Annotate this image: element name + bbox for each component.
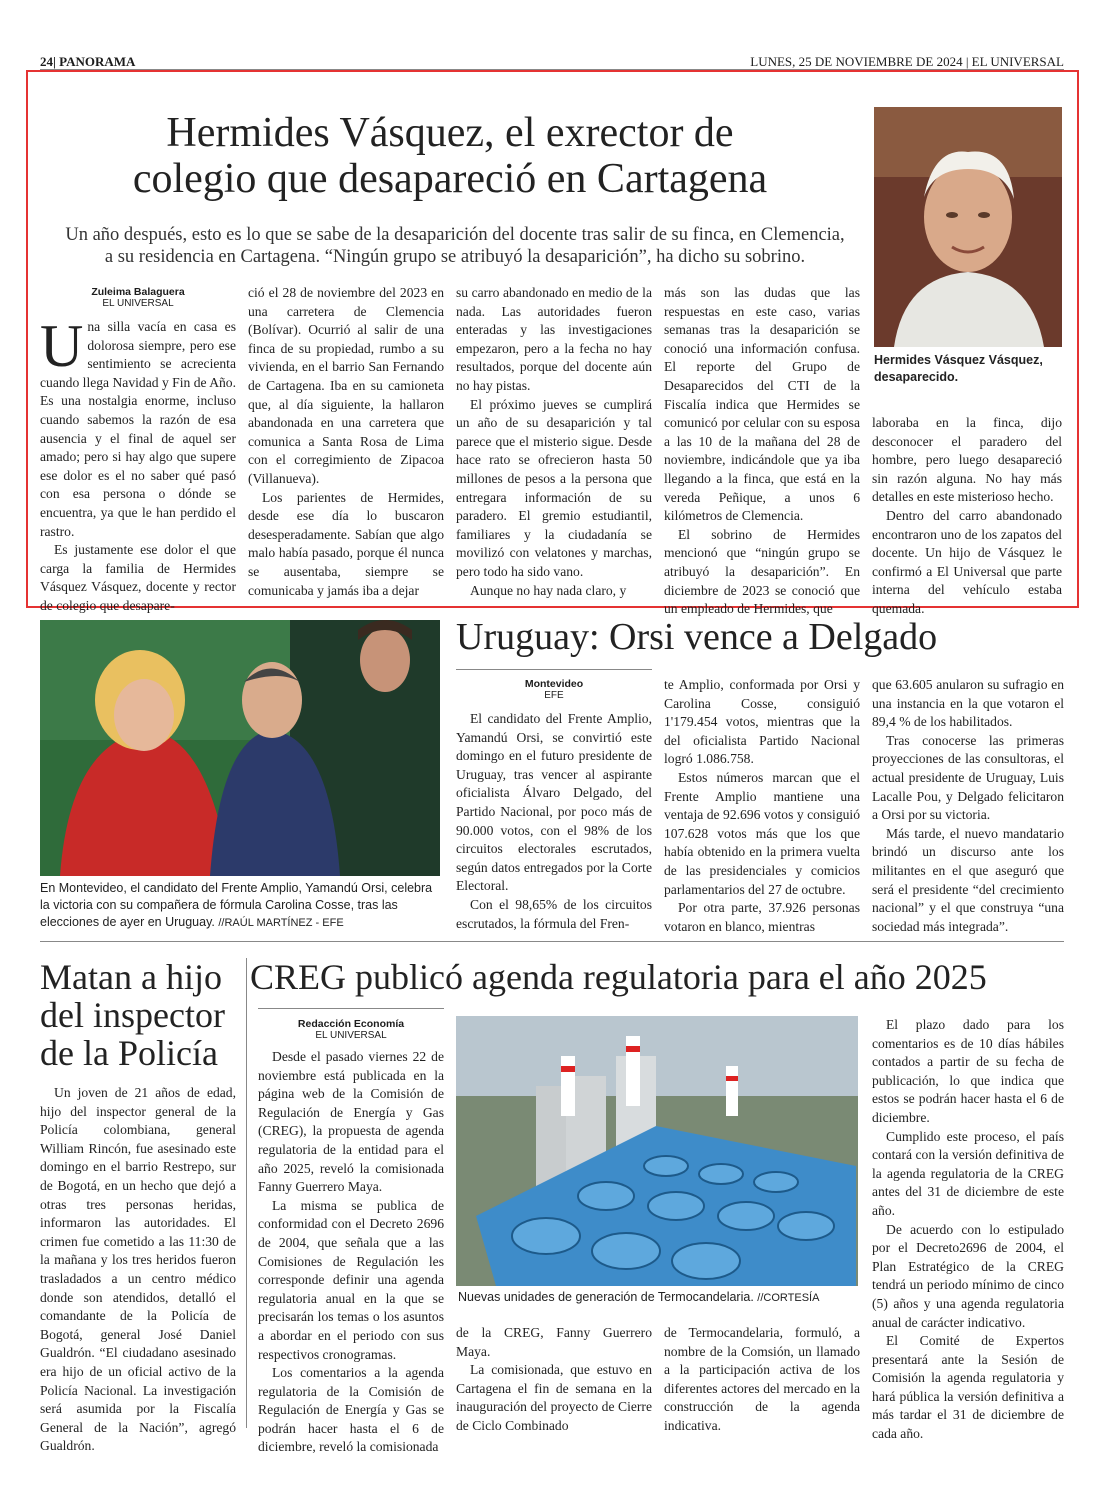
hermides-photo [874, 107, 1062, 347]
article2-title: Uruguay: Orsi vence a Delgado [456, 616, 938, 658]
column-rule [246, 958, 247, 1428]
paragraph: El candidato del Frente Amplio, Yamandú Orsi, se convirtió este domingo en el futuro presidente de Uruguay, tras vencer al aspirante oficialista Álvaro Delgado, del Partido Nacional, por poco más de 90.000 votos, con el 98% de los circuitos electorales escrutados, según datos entregados por la Corte Electoral. [456, 711, 652, 894]
paragraph: de la CREG, Fanny Guerrero Maya. [456, 1325, 652, 1359]
paragraph: que 63.605 anularon su sufragio en una instancia en la que votaron el 89,4 % de los habilitados. [872, 677, 1064, 730]
article4-col2 [456, 1324, 652, 1436]
paragraph: más son las dudas que las respuestas en este caso, varias semanas tras la desaparición se conoció una información confusa. El reporte del Grupo de Desaparecidos del CTI de la Fiscalía indica que Hermides se comunicó por celular con su esposa a las 10 de la mañana del 28 de noviembre, indicándole que ya iba llegando a la finca, que está en la vereda Peñique, a unos 6 kilómetros de Clemencia. [664, 285, 860, 524]
title-line: del inspector [40, 995, 225, 1035]
outlet: EL UNIVERSAL [102, 298, 174, 309]
author: Montevideo [524, 678, 584, 690]
article4-col3 [664, 1324, 860, 1436]
title-line: Matan a hijo [40, 957, 222, 997]
paragraph: Dentro del carro abandonado encontraron uno de los zapatos del docente. Un hijo de Vásquez le confirmó a El Universal que parte interna del vehículo estaba quemada. [872, 507, 1062, 616]
paragraph: de Termocandelaria, formuló, a nombre de la Comsión, un llamado a la participación activa de los diferentes actores del mercado en la construcción de la agenda indicativa. [664, 1325, 860, 1433]
article2-byline [456, 678, 652, 702]
paragraph: El plazo dado para los comentarios es de 10 días hábiles contados a partir de su fecha de publicación, lo que indica que estos se podrán hacer hasta el 6 de diciembre. [872, 1017, 1064, 1125]
paragraph: laboraba en la finca, dijo desconocer el paradero del hombre, pero luego desapareció sin razón alguna. No hay más detalles en este misterioso hecho. [872, 415, 1062, 505]
paragraph: Los parientes de Hermides, desde ese día lo buscaron desesperadamente. Sabían que algo malo había pasado, porque él nunca se ausentaba, siempre se comunicaba y jamás iba a dejar [248, 489, 444, 598]
outlet: EFE [544, 690, 564, 701]
article1-deck [40, 224, 870, 268]
uruguay-photo [40, 620, 440, 876]
paragraph: La comisionada, que estuvo en Cartagena el fin de semana en la inauguración del proyecto de Cierre de Ciclo Combinado [456, 1362, 652, 1433]
article1-col1 [40, 313, 236, 616]
uruguay-caption [40, 880, 440, 932]
paragraph: Tras conocerse las primeras proyecciones de las consultoras, el actual presidente de Uruguay, Luis Lacalle Pou, y Delgado felicitaron a Orsi por su victoria. [872, 732, 1064, 823]
paragraph: El próximo jueves se cumplirá un año de su desaparición y tal parece que el misterio sigue. Desde hace rato se ofrecieron hasta 50 millones de pesos a la persona que entregara información de su paradero. El gremio estudiantil, familiares y la ciudadanía se movilizó con velatones y marchas, pero todo ha sido vano. [456, 396, 652, 579]
paragraph: Aunque no hay nada claro, y [470, 582, 627, 598]
article4-title: CREG publicó agenda regulatoria para el año 2025 [250, 957, 987, 997]
deck-line: Un año después, esto es lo que se sabe de la desaparición del docente tras salir de su finca, en Clemencia, [65, 225, 845, 245]
paragraph: te Amplio, conformada por Orsi y Carolina Cosse, consiguió 1'179.454 votos, mientras que la del oficialista Partido Nacional logró 1.086.758. [664, 677, 860, 767]
caption-text: Nuevas unidades de generación de Termocandelaria. [458, 1290, 754, 1304]
byline-rule [258, 1008, 444, 1009]
paragraph: Un joven de 21 años de edad, hijo del inspector general de la Policía colombiana, general William Rincón, fue asesinado este domingo en el barrio Restrepo, sur de Bogotá, en un hecho que dejó a otras tres personas heridas, informaron las autoridades. El crimen fue cometido a las 11:30 de la mañana y los tres heridos fueron trasladados a un centro médico donde son atendidos, detalló el comandante de la Policía de Bogotá, general José Daniel Gualdrón. “El ciudadano asesinado era hijo de un oficial activo de la Policía Nacional. La investigación será asumida por la Fiscalía General de la Nación”, agregó Gualdrón. [40, 1085, 236, 1454]
article1-col2 [248, 284, 444, 600]
author: Zuleima Balaguera [91, 286, 185, 298]
title-line: colegio que desapareció en Cartagena [132, 156, 768, 203]
paragraph: Desde el pasado viernes 22 de noviembre está publicada en la página web de la Comisión de Regulación de Energía y Gas (CREG), la propuesta de agenda regulatoria de la entidad para el año 2025, reveló la comisionada Fanny Guerrero Maya. [258, 1049, 444, 1195]
paragraph: Por otra parte, 37.926 personas votaron en blanco, mientras [664, 900, 860, 934]
article1-col3 [456, 284, 652, 600]
paragraph: Cumplido este proceso, el país contará con la versión definitiva de la agenda regulatoria de la CREG antes del 31 de diciembre de este año. [872, 1128, 1064, 1218]
article4-byline [258, 1018, 444, 1042]
paragraph: ció el 28 de noviembre del 2023 en una carretera de Clemencia (Bolívar). Ocurrió al salir de una finca de su propiedad, rumbo a su vivienda, en el barrio San Fernando de Cartagena. Iba en su camioneta que, al día siguiente, la hallaron abandonada en una carretera que comunica a Santa Rosa de Lima con el corregimiento de Zipacoa (Villanueva). [248, 285, 444, 486]
paragraph: Es justamente ese dolor el que carga la familia de Hermides Vásquez Vásquez, docente y rector de colegio que desapare- [40, 542, 236, 613]
paragraph: La misma se publica de conformidad con el Decreto 2696 de 2004, que señala que a las Comisiones de Regulación les corresponde definir una agenda regulatoria anual en la que se precisarán los temas o los asuntos a abordar en el periodo con sus respectivos cronogramas. [258, 1197, 444, 1362]
dropcap: U [40, 313, 84, 379]
date-paper: LUNES, 25 DE NOVIEMBRE DE 2024 | EL UNIVERSAL [750, 54, 1064, 69]
paragraph: na silla vacía en casa es dolorosa siempre, pero ese sentimiento se acrecienta cuando llega Navidad y Fin de Año. Es una nostalgia enorme, incluso cuando sabemos la razón de esa ausencia y el final de aquel ser amado; pero si hay algo que supere ese dolor es el no saber qué pasó con esa persona o dónde se encuentra, ya que le han perdido el rastro. [40, 319, 236, 539]
title-line: de la Policía [40, 1033, 218, 1073]
title-line: Hermides Vásquez, el exrector de [166, 110, 734, 156]
paragraph: su carro abandonado en medio de la nada. Las autoridades fueron enteradas y las investigaciones empezaron, pero a la fecha no hay resultados, porque del docente aún no hay pistas. [456, 285, 652, 393]
termocandelaria-caption [458, 1289, 858, 1307]
article2-col1 [456, 710, 652, 933]
article1-title [40, 110, 860, 202]
paragraph: El sobrino de Hermides mencionó que “ningún grupo se atribuyó la desaparición”. En diciembre de 2023 se conoció que un empleado de Hermides, que [664, 526, 860, 617]
paragraph: Los comentarios a la agenda regulatoria de la Comisión de Regulación de Energía y Gas se podrán hacer hasta el 6 de diciembre, reveló la comisionada [258, 1365, 444, 1455]
deck-line: a su residencia en Cartagena. “Ningún grupo se atribuyó la desaparición”, ha dicho su sobrino. [104, 247, 806, 267]
paragraph: Más tarde, el nuevo mandatario brindó un discurso ante los militantes en el que aseguró que será el presidente “del crecimiento nacional” y el que construya “una sociedad más integrada”. [872, 825, 1064, 934]
paragraph: El Comité de Expertos presentará ante la Sesión de Comisión la agenda regulatoria y hará pública la versión definitiva a más tardar el 31 de diciembre de cada año. [872, 1333, 1064, 1442]
caption-text: En Montevideo, el candidato del Frente Amplio, Yamandú Orsi, celebra la victoria con su compañera de fórmula Carolina Cosse, tras las elecciones de ayer en Uruguay. [40, 881, 433, 929]
section-rule [40, 941, 1064, 942]
article4-col1 [258, 1048, 444, 1457]
article2-col2 [664, 676, 860, 936]
section-label: 24| PANORAMA [40, 54, 136, 69]
author: Redacción Economía [297, 1018, 405, 1030]
paragraph: Estos números marcan que el Frente Amplio mantiene una ventaja de 92.696 votos y consiguió 107.628 votos más que los que había obtenido en la primera vuelta de las presidenciales y comicios parlamentarios del 27 de octubre. [664, 769, 860, 897]
termocandelaria-photo [456, 1016, 858, 1286]
hermides-caption: Hermides Vásquez Vásquez, desaparecido. [874, 353, 1043, 384]
paragraph: De acuerdo con lo estipulado por el Decreto2696 de 2004, el Plan Estratégico de la CREG tendrá un periodo mínimo de cinco (5) años y una agenda regulatoria anual de carácter indicativo. [872, 1221, 1064, 1330]
byline-rule [456, 669, 652, 670]
article3-body [40, 1084, 236, 1456]
photo-credit: //CORTESÍA [757, 1292, 820, 1304]
article1-col5 [872, 414, 1062, 619]
article3-title [40, 958, 240, 1072]
outlet: EL UNIVERSAL [315, 1030, 387, 1041]
article4-col4 [872, 1016, 1064, 1444]
photo-credit: //RAÚL MARTÍNEZ - EFE [218, 917, 344, 929]
article1-byline [40, 286, 236, 310]
article1-col4 [664, 284, 860, 619]
article2-col3 [872, 676, 1064, 936]
paragraph: Con el 98,65% de los circuitos escrutados, la fórmula del Fren- [456, 896, 652, 931]
